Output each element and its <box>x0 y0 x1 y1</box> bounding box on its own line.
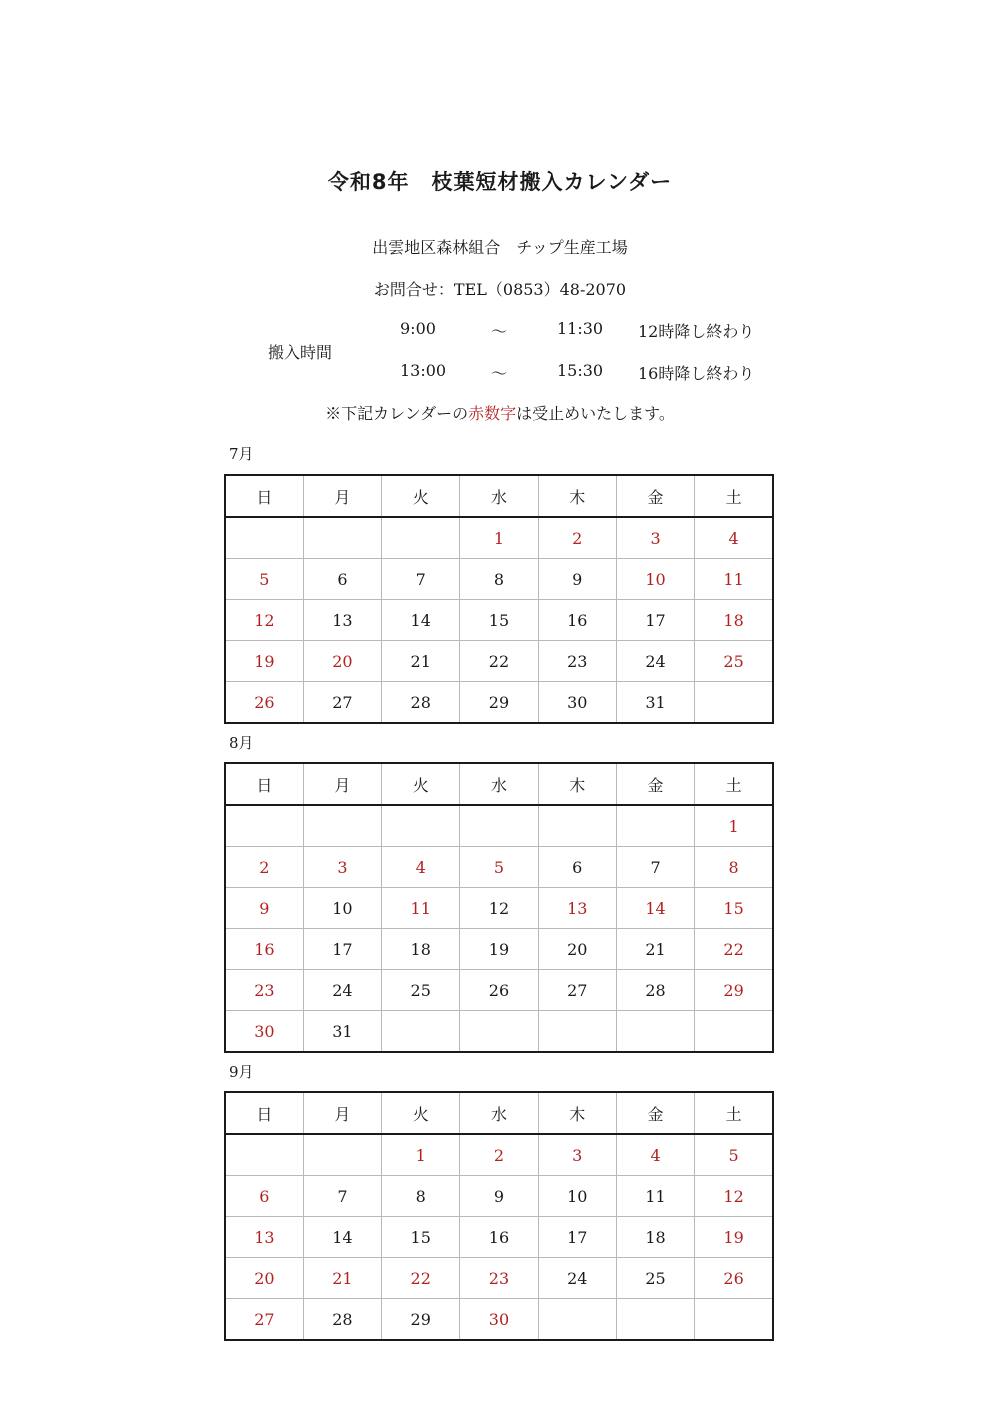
hours-from: 13:00 <box>400 361 447 380</box>
day-cell: 9 <box>225 888 303 929</box>
week-row <box>225 641 773 682</box>
day-cell: 28 <box>616 970 694 1011</box>
day-cell: 17 <box>538 1217 616 1258</box>
day-cell: 11 <box>695 559 773 600</box>
weekday-header-row <box>225 1092 773 1134</box>
day-cell <box>382 805 460 847</box>
day-cell: 28 <box>382 682 460 724</box>
day-cell <box>695 1011 773 1053</box>
day-cell: 8 <box>695 847 773 888</box>
day-cell: 30 <box>460 1299 538 1341</box>
weekday-header: 土 <box>695 475 773 517</box>
weekday-header: 木 <box>538 1092 616 1134</box>
day-cell: 9 <box>538 559 616 600</box>
day-cell: 14 <box>616 888 694 929</box>
day-cell: 25 <box>382 970 460 1011</box>
day-cell: 19 <box>460 929 538 970</box>
weekday-header: 水 <box>460 763 538 805</box>
calendar-note <box>0 401 1000 424</box>
day-cell: 26 <box>695 1258 773 1299</box>
day-cell: 17 <box>303 929 381 970</box>
day-cell <box>225 805 303 847</box>
day-cell: 10 <box>616 559 694 600</box>
weekday-header-row <box>225 475 773 517</box>
day-cell: 23 <box>225 970 303 1011</box>
hours-row-afternoon <box>0 361 1000 385</box>
day-cell <box>382 517 460 559</box>
week-row <box>225 1176 773 1217</box>
day-cell: 29 <box>460 682 538 724</box>
day-cell: 21 <box>616 929 694 970</box>
day-cell: 10 <box>538 1176 616 1217</box>
weekday-header: 日 <box>225 475 303 517</box>
day-cell: 2 <box>538 517 616 559</box>
weekday-header: 木 <box>538 763 616 805</box>
day-cell: 8 <box>382 1176 460 1217</box>
day-cell: 24 <box>303 970 381 1011</box>
day-cell: 22 <box>382 1258 460 1299</box>
day-cell: 15 <box>695 888 773 929</box>
day-cell: 5 <box>460 847 538 888</box>
day-cell: 14 <box>382 600 460 641</box>
day-cell: 23 <box>460 1258 538 1299</box>
weekday-header: 日 <box>225 763 303 805</box>
day-cell: 27 <box>225 1299 303 1341</box>
day-cell <box>616 805 694 847</box>
day-cell: 25 <box>695 641 773 682</box>
day-cell: 13 <box>538 888 616 929</box>
note-after: は受止めいたします。 <box>516 404 675 423</box>
day-cell <box>303 1134 381 1176</box>
month-label-september: 9月 <box>229 1063 254 1081</box>
day-cell: 19 <box>695 1217 773 1258</box>
day-cell <box>616 1011 694 1053</box>
weekday-header: 金 <box>616 1092 694 1134</box>
hours-tilde: ～ <box>491 364 508 383</box>
day-cell <box>460 805 538 847</box>
day-cell: 25 <box>616 1258 694 1299</box>
day-cell: 31 <box>616 682 694 724</box>
day-cell: 30 <box>538 682 616 724</box>
day-cell: 16 <box>538 600 616 641</box>
week-row <box>225 1134 773 1176</box>
day-cell <box>538 1011 616 1053</box>
day-cell <box>225 517 303 559</box>
organization-name: 出雲地区森林組合 チップ生産工場 <box>372 238 628 257</box>
day-cell: 10 <box>303 888 381 929</box>
contact-info: お問合せ：TEL（0853）48-2070 <box>373 280 627 299</box>
month-label-july: 7月 <box>229 445 254 463</box>
hours-label: 搬入時間 <box>268 343 333 362</box>
day-cell: 1 <box>382 1134 460 1176</box>
day-cell: 13 <box>303 600 381 641</box>
day-cell <box>538 805 616 847</box>
day-cell: 6 <box>225 1176 303 1217</box>
week-row <box>225 1258 773 1299</box>
day-cell <box>616 1299 694 1341</box>
day-cell: 28 <box>303 1299 381 1341</box>
day-cell <box>538 1299 616 1341</box>
day-cell: 15 <box>382 1217 460 1258</box>
weekday-header: 月 <box>303 763 381 805</box>
day-cell: 6 <box>538 847 616 888</box>
week-row <box>225 559 773 600</box>
day-cell: 30 <box>225 1011 303 1053</box>
day-cell: 1 <box>460 517 538 559</box>
day-cell <box>303 805 381 847</box>
day-cell: 8 <box>460 559 538 600</box>
week-row <box>225 600 773 641</box>
day-cell: 3 <box>303 847 381 888</box>
day-cell: 21 <box>303 1258 381 1299</box>
hours-to: 15:30 <box>557 361 604 380</box>
day-cell: 24 <box>616 641 694 682</box>
day-cell: 11 <box>616 1176 694 1217</box>
week-row <box>225 1217 773 1258</box>
hours-deadline: 12時降し終わり <box>638 322 755 341</box>
day-cell: 20 <box>225 1258 303 1299</box>
day-cell: 7 <box>382 559 460 600</box>
hours-row-morning <box>0 319 1000 343</box>
week-row <box>225 847 773 888</box>
day-cell: 17 <box>616 600 694 641</box>
day-cell: 2 <box>225 847 303 888</box>
day-cell: 7 <box>616 847 694 888</box>
day-cell <box>225 1134 303 1176</box>
weekday-header: 土 <box>695 763 773 805</box>
hours-to: 11:30 <box>557 319 604 338</box>
day-cell: 21 <box>382 641 460 682</box>
calendar-july <box>224 474 774 724</box>
day-cell: 27 <box>538 970 616 1011</box>
page-title: 令和8年 枝葉短材搬入カレンダー <box>327 170 673 194</box>
day-cell: 15 <box>460 600 538 641</box>
day-cell: 13 <box>225 1217 303 1258</box>
weekday-header: 水 <box>460 475 538 517</box>
note-highlight: 赤数字 <box>468 404 517 423</box>
day-cell: 16 <box>225 929 303 970</box>
day-cell <box>695 682 773 724</box>
day-cell: 5 <box>695 1134 773 1176</box>
day-cell: 1 <box>695 805 773 847</box>
week-row <box>225 1299 773 1341</box>
day-cell: 27 <box>303 682 381 724</box>
week-row <box>225 805 773 847</box>
day-cell: 29 <box>695 970 773 1011</box>
day-cell: 12 <box>225 600 303 641</box>
day-cell: 31 <box>303 1011 381 1053</box>
day-cell: 12 <box>460 888 538 929</box>
day-cell: 4 <box>616 1134 694 1176</box>
week-row <box>225 929 773 970</box>
day-cell: 7 <box>303 1176 381 1217</box>
day-cell: 18 <box>616 1217 694 1258</box>
hours-from: 9:00 <box>400 319 436 338</box>
weekday-header: 金 <box>616 475 694 517</box>
day-cell: 5 <box>225 559 303 600</box>
day-cell: 23 <box>538 641 616 682</box>
hours-deadline: 16時降し終わり <box>638 364 755 383</box>
day-cell: 18 <box>382 929 460 970</box>
weekday-header: 木 <box>538 475 616 517</box>
week-row <box>225 1011 773 1053</box>
day-cell: 4 <box>382 847 460 888</box>
day-cell: 6 <box>303 559 381 600</box>
hours-tilde: ～ <box>491 322 508 341</box>
note-before: ※下記カレンダーの <box>325 404 469 423</box>
day-cell: 16 <box>460 1217 538 1258</box>
weekday-header: 日 <box>225 1092 303 1134</box>
weekday-header: 金 <box>616 763 694 805</box>
day-cell: 4 <box>695 517 773 559</box>
weekday-header: 火 <box>382 1092 460 1134</box>
day-cell: 19 <box>225 641 303 682</box>
day-cell: 11 <box>382 888 460 929</box>
weekday-header: 火 <box>382 475 460 517</box>
weekday-header-row <box>225 763 773 805</box>
weekday-header: 水 <box>460 1092 538 1134</box>
day-cell: 18 <box>695 600 773 641</box>
day-cell: 26 <box>225 682 303 724</box>
day-cell: 22 <box>695 929 773 970</box>
day-cell: 20 <box>303 641 381 682</box>
weekday-header: 月 <box>303 1092 381 1134</box>
day-cell <box>695 1299 773 1341</box>
day-cell <box>303 517 381 559</box>
calendar-august <box>224 762 774 1053</box>
weekday-header: 土 <box>695 1092 773 1134</box>
weekday-header: 火 <box>382 763 460 805</box>
day-cell <box>382 1011 460 1053</box>
month-label-august: 8月 <box>229 734 254 752</box>
day-cell: 29 <box>382 1299 460 1341</box>
day-cell: 20 <box>538 929 616 970</box>
day-cell: 3 <box>538 1134 616 1176</box>
day-cell: 2 <box>460 1134 538 1176</box>
week-row <box>225 517 773 559</box>
day-cell: 9 <box>460 1176 538 1217</box>
calendar-september <box>224 1091 774 1341</box>
day-cell: 3 <box>616 517 694 559</box>
weekday-header: 月 <box>303 475 381 517</box>
day-cell <box>460 1011 538 1053</box>
day-cell: 24 <box>538 1258 616 1299</box>
week-row <box>225 970 773 1011</box>
day-cell: 22 <box>460 641 538 682</box>
day-cell: 26 <box>460 970 538 1011</box>
day-cell: 12 <box>695 1176 773 1217</box>
week-row <box>225 682 773 724</box>
day-cell: 14 <box>303 1217 381 1258</box>
week-row <box>225 888 773 929</box>
